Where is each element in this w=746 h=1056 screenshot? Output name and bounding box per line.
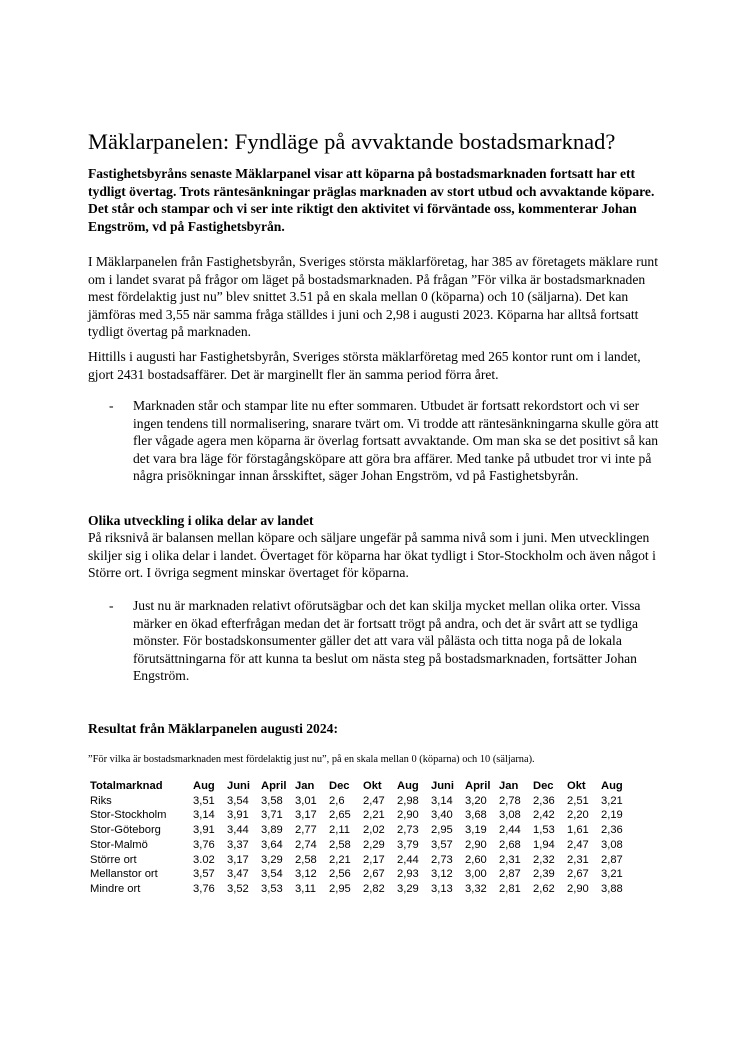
table-cell: 3,12 — [295, 868, 317, 881]
table-row-label: Mellanstor ort — [90, 868, 158, 881]
body-paragraph-1: I Mäklarpanelen från Fastighetsbyrån, Sveriges största mäklarföretag, har 385 av företagets mäklare runt om i landet svarat på frågor om läget på bostadsmarknaden. På frågan ”För vilka är bostadsmarknaden mest fördelaktig just nu” blev snittet 3.51 på en skala mellan 0 (köparna) och 10 (säljarna). Det kan jämföras med 3,55 när samma fråga ställdes i juni och 2,98 i augusti 2023. Köparna har alltså fortsatt tydligt övertag på marknaden. — [88, 254, 658, 339]
table-cell: 3,71 — [261, 809, 283, 822]
table-header-cell: Dec — [533, 780, 554, 792]
table-cell: 3,68 — [465, 809, 487, 822]
table-cell: 3,21 — [601, 868, 623, 881]
table-header-cell: Aug — [601, 780, 623, 792]
table-cell: 2,36 — [601, 824, 623, 837]
table-cell: 3,40 — [431, 809, 453, 822]
table-cell: 3,76 — [193, 838, 215, 851]
table-row — [90, 794, 635, 809]
table-cell: 3,01 — [295, 794, 317, 807]
table-cell: 3,44 — [227, 824, 249, 837]
table-cell: 3.02 — [193, 853, 215, 866]
table-header-row — [90, 779, 635, 794]
table-cell: 2,74 — [295, 838, 317, 851]
results-note: ”För vilka är bostadsmarknaden mest fördelaktig just nu”, på en skala mellan 0 (köparna) och 10 (säljarna). — [88, 754, 535, 765]
table-cell: 3,29 — [261, 853, 283, 866]
table-row — [90, 882, 635, 897]
table-cell: 3,64 — [261, 838, 283, 851]
table-cell: 2,39 — [533, 868, 555, 881]
table-cell: 3,58 — [261, 794, 283, 807]
table-header-cell: April — [261, 780, 287, 792]
table-cell: 2,67 — [363, 868, 385, 881]
table-cell: 3,89 — [261, 824, 283, 837]
table-row — [90, 838, 635, 853]
table-cell: 3,88 — [601, 882, 623, 895]
table-cell: 3,20 — [465, 794, 487, 807]
table-cell: 2,78 — [499, 794, 521, 807]
table-cell: 2,90 — [397, 809, 419, 822]
table-cell: 2,20 — [567, 809, 589, 822]
table-header-cell: Jan — [295, 780, 315, 792]
table-header-cell: Okt — [567, 780, 586, 792]
table-cell: 2,90 — [465, 838, 487, 851]
table-cell: 2,60 — [465, 853, 487, 866]
table-cell: 2,95 — [329, 882, 351, 895]
table-cell: 3,32 — [465, 882, 487, 895]
table-cell: 2,87 — [499, 868, 521, 881]
table-cell: 2,6 — [329, 794, 345, 807]
table-row — [90, 867, 635, 882]
table-cell: 2,21 — [329, 853, 351, 866]
table-cell: 2,29 — [363, 838, 385, 851]
table-cell: 2,44 — [397, 853, 419, 866]
table-cell: 3,29 — [397, 882, 419, 895]
table-cell: 3,91 — [227, 809, 249, 822]
table-header-cell: Aug — [397, 780, 419, 792]
table-cell: 2,67 — [567, 868, 589, 881]
table-cell: 3,13 — [431, 882, 453, 895]
table-cell: 2,47 — [567, 838, 589, 851]
table-cell: 3,14 — [431, 794, 453, 807]
lead-paragraph: Fastighetsbyråns senaste Mäklarpanel visar att köparna på bostadsmarknaden fortsatt har ett tydligt övertag. Trots räntesänkningar präglas marknaden av stort utbud och avvaktande köpare. Det står och stampar och vi ser inte riktigt den aktivitet vi förväntade oss, kommenterar Johan Engström, vd på Fastighetsbyrån. — [88, 166, 655, 234]
results-heading: Resultat från Mäklarpanelen augusti 2024: — [88, 721, 338, 736]
table-cell: 2,42 — [533, 809, 555, 822]
table-cell: 3,19 — [465, 824, 487, 837]
section-subheading: Olika utveckling i olika delar av landet — [88, 513, 314, 528]
quote-text-1: Marknaden står och stampar lite nu efter sommaren. Utbudet är fortsatt rekordstort och vi ser ingen tendens till normalisering, snarare tvärt om. Vi trodde att räntesänkningarna skulle göra att fler vågade agera men köparna är överlag fortsatt avvaktande. Om man ska se det positivt så kan det vara bra läge för förstagångsköpare att göra bra affärer. Med tanke på utbudet tror vi inte på några prisökningar innan årsskiftet, säger Johan Engström, vd på Fastighetsbyrån. — [133, 398, 659, 483]
table-cell: 2,51 — [567, 794, 589, 807]
table-cell: 2,93 — [397, 868, 419, 881]
table-cell: 2,44 — [499, 824, 521, 837]
table-cell: 2,47 — [363, 794, 385, 807]
table-cell: 2,62 — [533, 882, 555, 895]
table-cell: 2,68 — [499, 838, 521, 851]
table-cell: 3,11 — [295, 882, 316, 895]
table-cell: 2,56 — [329, 868, 351, 881]
table-body — [90, 794, 635, 897]
table-cell: 3,79 — [397, 838, 419, 851]
table-cell: 2,82 — [363, 882, 385, 895]
table-cell: 3,91 — [193, 824, 215, 837]
table-cell: 1,53 — [533, 824, 555, 837]
table-cell: 3,00 — [465, 868, 487, 881]
bullet-dash: - — [109, 398, 114, 413]
table-header-cell: Totalmarknad — [90, 780, 163, 792]
table-cell: 3,57 — [193, 868, 215, 881]
table-cell: 1,61 — [567, 824, 589, 837]
table-header-cell: Juni — [227, 780, 250, 792]
table-row-label: Stor-Malmö — [90, 838, 148, 851]
table-cell: 3,12 — [431, 868, 453, 881]
table-header-cell: Dec — [329, 780, 350, 792]
page-title: Mäklarpanelen: Fyndläge på avvaktande bostadsmarknad? — [88, 129, 616, 154]
table-header-cell: April — [465, 780, 491, 792]
table-cell: 3,17 — [227, 853, 249, 866]
body-paragraph-3: På riksnivå är balansen mellan köpare och säljare ungefär på samma nivå som i juni. Men utvecklingen skiljer sig i olika delar i landet. Övertaget för köparna har ökat tydligt i Stor-Stockholm och även något i Större ort. I övriga segment minskar övertaget för köparna. — [88, 530, 656, 580]
table-cell: 2,90 — [567, 882, 589, 895]
bullet-dash: - — [109, 598, 114, 613]
table-row — [90, 808, 635, 823]
table-cell: 3,54 — [261, 868, 283, 881]
table-header-cell: Juni — [431, 780, 454, 792]
table-cell: 2,81 — [499, 882, 521, 895]
table-cell: 3,47 — [227, 868, 249, 881]
table-cell: 3,37 — [227, 838, 249, 851]
table-cell: 2,21 — [363, 809, 385, 822]
table-header-cell: Okt — [363, 780, 382, 792]
table-cell: 2,36 — [533, 794, 555, 807]
table-cell: 2,02 — [363, 824, 385, 837]
table-cell: 2,11 — [329, 824, 350, 837]
table-cell: 2,58 — [295, 853, 317, 866]
table-cell: 2,73 — [431, 853, 453, 866]
table-cell: 2,31 — [567, 853, 589, 866]
table-cell: 3,76 — [193, 882, 215, 895]
table-cell: 2,73 — [397, 824, 419, 837]
table-cell: 2,58 — [329, 838, 351, 851]
table-cell: 1,94 — [533, 838, 555, 851]
table-cell: 3,53 — [261, 882, 283, 895]
table-cell: 3,21 — [601, 794, 623, 807]
table-row-label: Stor-Stockholm — [90, 809, 167, 822]
table-cell: 2,31 — [499, 853, 521, 866]
table-cell: 2,98 — [397, 794, 419, 807]
quote-text-2: Just nu är marknaden relativt oförutsägbar och det kan skilja mycket mellan olika orter. Vissa märker en ökad efterfrågan medan det är fortsatt trögt på andra, och det är svårt att se tydliga mönster. För bostadskonsumenter gäller det att vara väl pålästa och titta noga på de lokala förutsättningarna för att kunna ta beslut om nästa steg på bostadsmarknaden, fortsätter Johan Engström. — [133, 598, 641, 683]
table-cell: 2,95 — [431, 824, 453, 837]
table-cell: 2,17 — [363, 853, 385, 866]
table-row-label: Mindre ort — [90, 882, 141, 895]
table-cell: 2,87 — [601, 853, 623, 866]
table-cell: 3,52 — [227, 882, 249, 895]
table-cell: 2,19 — [601, 809, 623, 822]
table-cell: 2,77 — [295, 824, 317, 837]
body-paragraph-2: Hittills i augusti har Fastighetsbyrån, Sveriges största mäklarföretag med 265 kontor runt om i landet, gjort 2431 bostadsaffärer. Det är marginellt fler än samma period förra året. — [88, 349, 641, 382]
table-cell: 3,14 — [193, 809, 215, 822]
table-cell: 3,57 — [431, 838, 453, 851]
table-cell: 2,32 — [533, 853, 555, 866]
table-cell: 3,08 — [601, 838, 623, 851]
table-row — [90, 823, 635, 838]
table-row-label: Riks — [90, 794, 112, 807]
table-cell: 2,65 — [329, 809, 351, 822]
table-cell: 3,08 — [499, 809, 521, 822]
table-row-label: Större ort — [90, 853, 137, 866]
table-header-cell: Jan — [499, 780, 519, 792]
results-table — [90, 779, 635, 897]
table-cell: 3,17 — [295, 809, 317, 822]
table-cell: 3,54 — [227, 794, 249, 807]
table-row — [90, 853, 635, 868]
table-row-label: Stor-Göteborg — [90, 824, 161, 837]
table-cell: 3,51 — [193, 794, 215, 807]
table-header-cell: Aug — [193, 780, 215, 792]
